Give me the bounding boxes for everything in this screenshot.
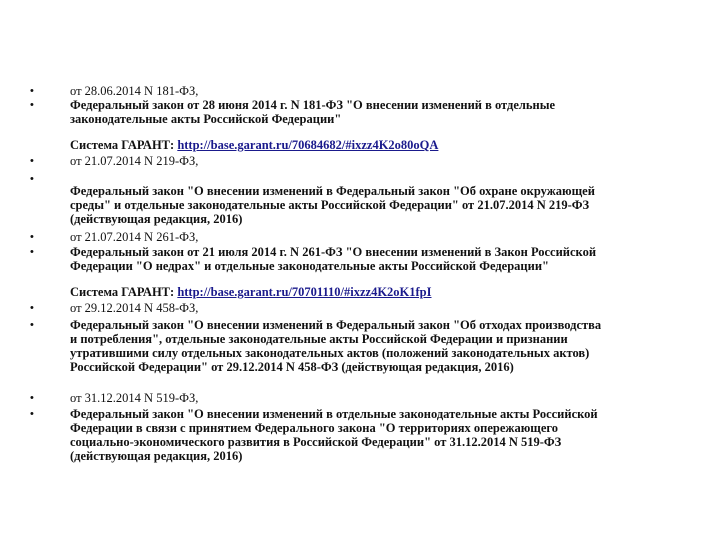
law-title-line: Федеральный закон "О внесении изменений в Федеральный закон "Об отходах производства bbox=[70, 318, 602, 332]
date-entry: от 31.12.2014 N 519-ФЗ, bbox=[70, 391, 199, 405]
source-label: Система ГАРАНТ: bbox=[70, 285, 178, 299]
law-title-line: Федеральный закон от 21 июля 2014 г. N 261-ФЗ "О внесении изменений в Закон Российской bbox=[70, 245, 597, 259]
law-title-line: (действующая редакция, 2016) bbox=[70, 212, 243, 226]
law-title-line: Российской Федерации" от 29.12.2014 N 458-ФЗ (действующая редакция, 2016) bbox=[70, 360, 514, 374]
law-title-line: Федеральный закон "О внесении изменений в Федеральный закон "Об охране окружающей bbox=[70, 184, 595, 198]
law-title-line: законодательные акты Российской Федерации" bbox=[70, 112, 342, 126]
garant-link[interactable]: http://base.garant.ru/70684682/#ixzz4K2o80oQA bbox=[177, 138, 439, 152]
bullet: • bbox=[30, 173, 34, 185]
bullet: • bbox=[30, 99, 34, 111]
date-entry: от 21.07.2014 N 261-ФЗ, bbox=[70, 230, 199, 244]
bullet: • bbox=[30, 85, 34, 97]
bullet: • bbox=[30, 408, 34, 420]
bullet: • bbox=[30, 231, 34, 243]
date-entry: от 28.06.2014 N 181-ФЗ, bbox=[70, 84, 199, 98]
law-title-line: Федерации в связи с принятием Федерального закона "О территориях опережающего bbox=[70, 421, 559, 435]
bullet: • bbox=[30, 155, 34, 167]
law-title-line: Федеральный закон от 28 июня 2014 г. N 181-ФЗ "О внесении изменений в отдельные bbox=[70, 98, 556, 112]
law-title-line: и потребления", отдельные законодательные акты Российской Федерации и признании bbox=[70, 332, 568, 346]
date-entry: от 29.12.2014 N 458-ФЗ, bbox=[70, 301, 199, 315]
source-label: Система ГАРАНТ: bbox=[70, 138, 178, 152]
law-title-line: утратившими силу отдельных законодательных актов (положений законодательных актов) bbox=[70, 346, 590, 360]
law-title-line: социально-экономического развития в Российской Федерации" от 31.12.2014 N 519-ФЗ bbox=[70, 435, 562, 449]
law-title-line: Федеральный закон "О внесении изменений в отдельные законодательные акты Российской bbox=[70, 407, 598, 421]
bullet: • bbox=[30, 302, 34, 314]
date-entry: от 21.07.2014 N 219-ФЗ, bbox=[70, 154, 199, 168]
garant-link[interactable]: http://base.garant.ru/70701110/#ixzz4K2oK1fpI bbox=[177, 285, 432, 299]
law-title-line: Федерации "О недрах" и отдельные законодательные акты Российской Федерации" bbox=[70, 259, 549, 273]
bullet: • bbox=[30, 392, 34, 404]
law-title-line: среды" и отдельные законодательные акты Российской Федерации" от 21.07.2014 N 219-ФЗ bbox=[70, 198, 590, 212]
bullet: • bbox=[30, 319, 34, 331]
bullet: • bbox=[30, 246, 34, 258]
law-title-line: (действующая редакция, 2016) bbox=[70, 449, 243, 463]
